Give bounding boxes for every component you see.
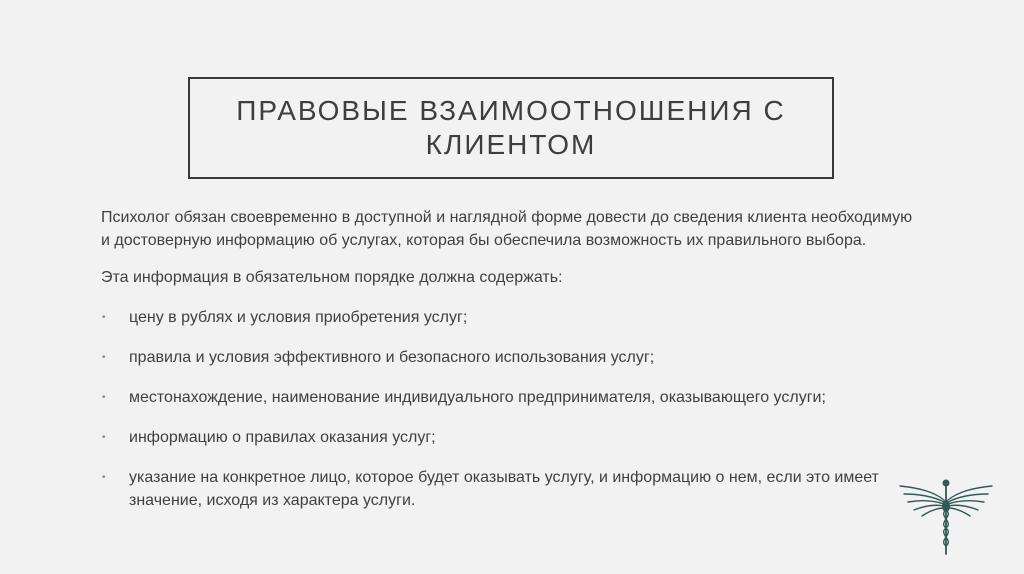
list-item: [101, 346, 921, 369]
bullet-icon: •: [102, 472, 106, 483]
bullet-icon: •: [102, 392, 106, 403]
intro-paragraph: Психолог обязан своевременно в доступной и наглядной форме довести до сведения клиента необходимую и достоверную информацию об услугах, которая бы обеспечила возможность их правильного выбора.: [101, 209, 913, 249]
list-item-text: информацию о правилах оказания услуг;: [129, 429, 436, 446]
requirements-list: [101, 306, 921, 512]
list-item-text: местонахождение, наименование индивидуального предпринимателя, оказывающего услуги;: [129, 389, 826, 406]
bullet-icon: •: [102, 352, 106, 363]
winged-caduceus-icon: [896, 470, 996, 556]
list-item: [101, 386, 921, 409]
slide-body: [101, 206, 921, 529]
list-item-text: правила и условия эффективного и безопасного использования услуг;: [129, 349, 655, 366]
list-item: [101, 306, 921, 329]
list-item: [101, 426, 921, 449]
title-line-1: ПРАВОВЫЕ ВЗАИМООТНОШЕНИЯ С: [236, 95, 786, 126]
title-line-2: КЛИЕНТОМ: [425, 129, 597, 160]
slide-title: [236, 94, 785, 162]
list-item-text: цену в рублях и условия приобретения услуг;: [129, 309, 468, 326]
bullet-icon: •: [102, 432, 106, 443]
list-item: [101, 466, 889, 512]
title-box: [188, 77, 834, 179]
list-item-text: указание на конкретное лицо, которое будет оказывать услугу, и информацию о нем, если это имеет значение, исходя из характера услуги.: [129, 469, 879, 509]
list-intro: Эта информация в обязательном порядке должна содержать:: [101, 269, 563, 286]
bullet-icon: •: [102, 312, 106, 323]
